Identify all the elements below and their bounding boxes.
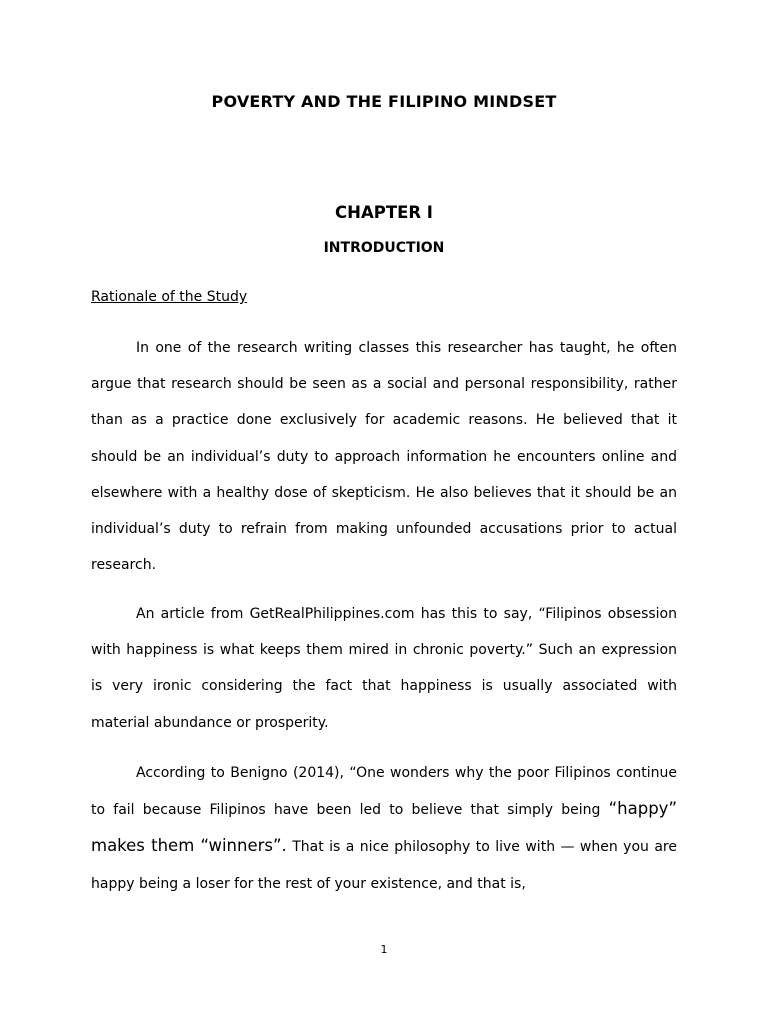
paragraph-3-part-1: According to Benigno (2014), “One wonders why the poor Filipinos continue to fail because Filipinos have been led to believe that simply being	[91, 765, 677, 819]
paragraph-1: In one of the research writing classes this researcher has taught, he often argue that research should be seen as a social and personal responsibility, rather than as a practice done exclusively for academic reasons. He believed that it should be an individual’s duty to approach information he encounters online and elsewhere with a healthy dose of skepticism. He also believes that it should be an individual’s duty to refrain from making unfounded accusations prior to actual research.	[91, 340, 677, 574]
chapter-subtitle: INTRODUCTION	[323, 240, 445, 256]
document-title: POVERTY AND THE FILIPINO MINDSET	[211, 92, 557, 111]
paragraph-3	[91, 755, 677, 902]
section-heading: Rationale of the Study	[91, 289, 248, 305]
chapter-heading: CHAPTER I	[335, 203, 433, 222]
paragraph-3-part-3: That is a nice philosophy to live with — when you are happy being a loser for the rest of your existence, and that is,	[91, 839, 677, 892]
paragraph-2: An article from GetRealPhilippines.com has this to say, “Filipinos obsession with happiness is what keeps them mired in chronic poverty.” Such an expression is very ironic considering the fact that happiness is usually associated with material abundance or prosperity.	[91, 606, 677, 731]
paragraph-3-emphasis: “happy” makes them “winners”.	[91, 799, 677, 856]
page-number: 1	[380, 943, 388, 956]
